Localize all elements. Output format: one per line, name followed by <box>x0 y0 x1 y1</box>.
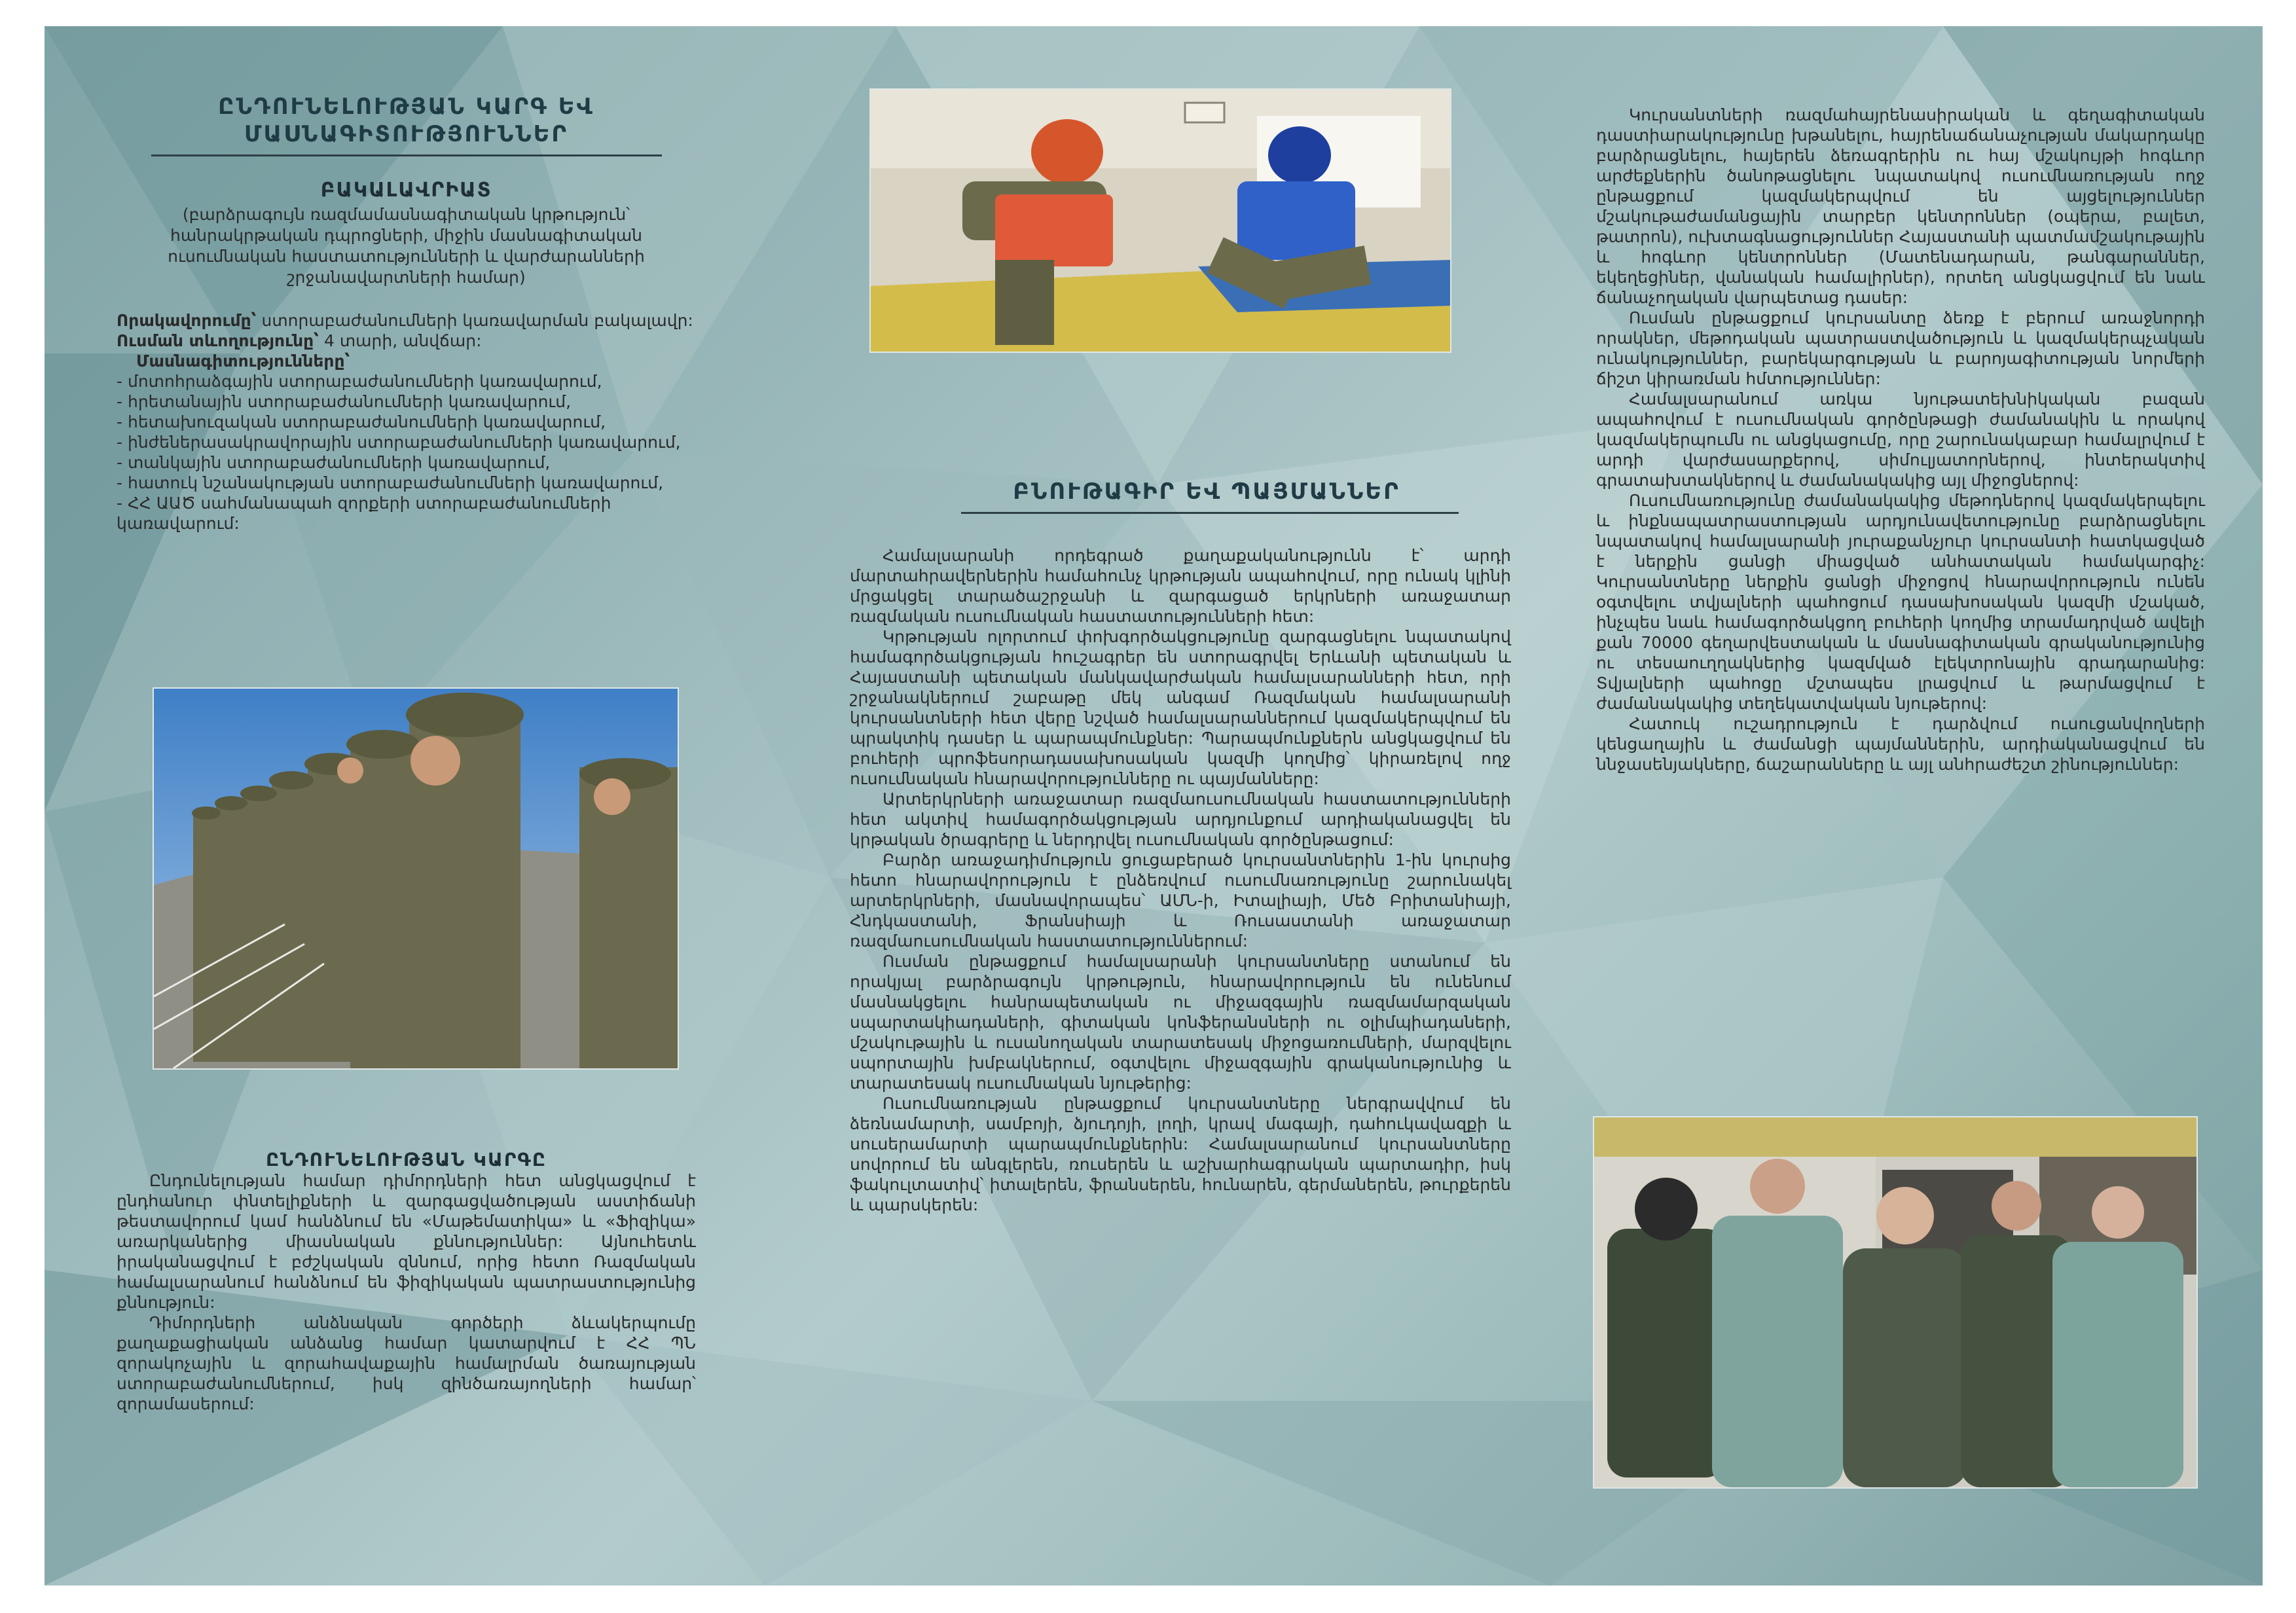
middle-column <box>850 478 1511 1215</box>
admission-title-line2: ՄԱՍՆԱԳԻՏՈՒԹՅՈՒՆՆԵՐ <box>244 121 568 147</box>
right-paragraph: Ուսումնառությունը ժամանակակից մեթոդներով կազմակերպելու և ինքնապատրաստության արդյունավետությունը բարձրացնելու նպատակով համալսարանի յուրաքանչյուր կուրսանտի հատկացված է ներքին ցանցի միացված անհատական համակարգիչ: Կուրսանտները ներքին ցանցի միջոցով հնարավորություն ունեն օգտվելու տվյալների պահոցում դասախոսական կազմի մշակած, ինչպես նաև համագործակցող բուհերի կողմից տրամադրված ավելի քան 70000 գեղարվեստական և մասնագիտական գրականությունից ու տեսաուղղակներից կազմված էլեկտրոնային գրադարանից: Տվյալների պահոցը մշտապես լրացվում և թարմացվում է ժամանակակից տեղեկատվական նյութերով: <box>1596 491 2205 713</box>
admission-paragraph-1: Ընդունելության համար դիմորդների հետ անցկացվում է ընդհանուր փնտելիքների և զարգացվածության աստիճանի թեստավորում կամ հանձնում են «Մաթեմատիկա» և «Ֆիզիկա» առարկաներից միասնական քննություններ: Այնուհետև իրականացվում է բժշկական զննում, որից հետո Ռազմական համալսարանում հանձնում են ֆիզիկական պատրաստությունից քննություն: <box>117 1171 696 1312</box>
brochure-spread <box>45 26 2263 1586</box>
nature-and-conditions-title: ԲՆՈՒԹԱԳԻՐ ԵՎ ՊԱՅՄԱՆՆԵՐ <box>1013 479 1400 505</box>
admission-title-line1: ԸՆԴՈՒՆԵԼՈՒԹՅԱՆ ԿԱՐԳ ԵՎ <box>218 94 594 120</box>
specialty-item: - հետախուզական ստորաբաժանումների կառավարում, <box>117 412 606 431</box>
specialty-item: - ինժեներասակրավորային ստորաբաժանումների կառավարում, <box>117 433 681 452</box>
specialty-item: - տանկային ստորաբաժանումների կառավարում, <box>117 453 551 472</box>
specialty-item: - հրետանային ստորաբաժանումների կառավարում, <box>117 392 572 411</box>
specialty-item: - մոտոհրաձգային ստորաբաժանումների կառավարում, <box>117 372 602 391</box>
photo-hand-to-hand-combat <box>869 88 1451 353</box>
duration-line <box>117 331 696 351</box>
qualification-line <box>117 310 696 331</box>
middle-paragraph: Արտերկրների առաջատար ռազմաուսումնական հաստատությունների հետ ակտիվ համագործակցության արդյունքում արդիականացվել են կրթական ծրագրերը և ներդրվել ուսումնական գործընթացում: <box>850 789 1511 849</box>
right-column <box>1596 105 2205 774</box>
bachelor-heading: ԲԱԿԱԼԱՎՐԻԱՏ <box>320 179 492 202</box>
duration-text: 4 տարի, անվճար: <box>323 331 482 350</box>
specialties-label: Մասնագիտությունները՝ <box>136 352 350 371</box>
duration-label: Ուսման տևողությունը՝ <box>117 331 319 350</box>
middle-paragraph: Համալսարանի որդեգրած քաղաքականությունն է՝ արդի մարտահրավերներին համահունչ կրթության ապահովում, որը ունակ կլինի մրցակցել տարածաշրջանի և զարգացած երկրների առաջատար ռազմական ուսումնական հաստատությունների հետ: <box>850 546 1511 626</box>
middle-paragraph: Ուսման ընթացքում համալսարանի կուրսանտները ստանում են որակյալ բարձրագույն կրթություն, հնարավորություն են ունենում մասնակցելու հանրապետական ու միջազգային ռազմամարզական սպարտակիադաների, գիտական կոնֆերանսների ու օլիմպիադաների, մշակութային և ուսանողական տարատեսակ միջոցառումների, մարզվելու սպորտային խմբակներում, օգտվելու միջազգային գրականությունից և տարատեսակ ուսումնական նյութերից: <box>850 952 1511 1093</box>
right-paragraph: Ուսման ընթացքում կուրսանտը ձեռք է բերում առաջնորդի որակներ, մեթոդական պատրաստվածություն և կազմակերպչական ունակություններ, բարեկարգության և բարոյագիտության նորմերի ճիշտ կիրառման հմտություններ: <box>1596 308 2205 388</box>
specialty-item: - հատուկ նշանակության ստորաբաժանումների կառավարում, <box>117 473 664 492</box>
qualification-text: ստորաբաժանումների կառավարման բակալավր: <box>261 311 693 330</box>
right-paragraph: Կուրսանտների ռազմահայրենասիրական և գեղագիտական դաստիարակությունը խթանելու, հայրենաճանաչության մակարդակը բարձրացնելու, հայերեն ձեռագրերին ու հայ մշակույթի հոգևոր արժեքներին ծանոթացնելու նպատակով ուսումնառության ողջ ընթացքում կազմակերպվում են այցելություններ մշակութաժամանցային տարբեր կենտրոններ (օպերա, բալետ, թատրոն), ուխտագնացություններ Հայաստանի պատմամշակութային և հոգևոր կենտրոններ (Մատենադարան, թանգարաններ, եկեղեցիներ, վանական համալիրներ), որտեղ անցկացվում են նաև ճանաչողական վարպետաց դասեր: <box>1596 105 2206 307</box>
admission-procedure-heading: ԸՆԴՈՒՆԵԼՈՒԹՅԱՆ ԿԱՐԳԸ <box>266 1149 547 1170</box>
qualification-label: Որակավորումը՝ <box>117 311 257 330</box>
photo-cadets-group <box>1593 1116 2198 1489</box>
middle-paragraph: Բարձր առաջադիմություն ցուցաբերած կուրսանտներին 1-ին կուրսից հետո հնարավորություն է ընձեռվում ուսումնառությունը շարունակել արտերկրների, մասնավորապես՝ ԱՄՆ-ի, Իտալիայի, Մեծ Բրիտանիայի, Հնդկաստանի, Ֆրանսիայի և Ռուսաստանի առաջատար ռազմաուսումնական հաստատություններում: <box>850 850 1511 951</box>
photo-cadets-in-formation <box>153 687 679 1070</box>
middle-paragraph: Ուսումնառության ընթացքում կուրսանտները ներգրավվում են ձեռնամարտի, սամբոյի, ձյուդոյի, լողի, կրավ մագայի, դահուկավազքի և սուսերամարտի պարապմունքներին: Համալսարանում կուրսանտները սովորում են անգլերեն, ռուսերեն և աշխարհագրական պարտադիր, իսկ ֆակուլտատիվ՝ իտալերեն, ֆրանսերեն, հունարեն, գերմաներեն, թուրքերեն և պարսկերեն: <box>850 1094 1511 1214</box>
admission-paragraph-2: Դիմորդների անձնական գործերի ձևակերպումը քաղաքացիական անձանց համար կատարվում է ՀՀ ՊՆ զորակոչային և զորահավաքային համալրման ծառայության ստորաբաժանումներում, իսկ զինծառայողների համար՝ զորամասերում: <box>117 1313 696 1413</box>
right-paragraph: Հատուկ ուշադրություն է դարձվում ուսուցանվողների կենցաղային և ժամանցի պայմաններին, արդիականացվում են ննջասենյակները, ճաշարանները և այլ անհրաժեշտ շինություններ: <box>1596 714 2205 774</box>
middle-paragraph: Կրթության ոլորտում փոխգործակցությունը զարգացնելու նպատակով համագործակցության հուշագրեր են ստորագրվել Երևանի պետական և Հայաստանի պետական մանկավարժական համալսարանների հետ, որի շրջանակներում շաբաթը մեկ անգամ Ռազմական համալսարանի կուրսանտների հետ վերը նշված համալսարաններում կազմակերպվում են պրակտիկ դասեր և պարապմունքներ: Պարապմունքներն անցկացվում են բուհերի պրոֆեսորադասախոսական կազմի կողմից՝ կիրառելով ողջ ուսումնական հնարավորությունները ու պայմանները: <box>850 627 1511 788</box>
right-paragraphs <box>1596 105 2205 774</box>
right-paragraph: Համալսարանում առկա նյութատեխնիկական բազան ապահովում է ուսումնական գործընթացի ժամանակին և որակով կազմակերպումն ու անցկացումը, որը շարունակաբար համալրվում է արդի վարժասարքերով, սիմուլյատորներով, ինտերակտիվ գրատախտակներով և ժամանակակից այլ միջոցներով: <box>1596 390 2205 490</box>
specialties-list <box>117 371 696 534</box>
specialty-item: - ՀՀ ԱԱԾ սահմանապահ զորքերի ստորաբաժանումների կառավարում: <box>117 494 611 533</box>
bachelor-description: (բարձրագույն ռազմամասնագիտական կրթություն՝ հանրակրթական դպրոցների, միջին մասնագիտական ուսումնական հաստատությունների և վարժարանների շրջանավարտների համար) <box>168 205 645 287</box>
middle-paragraphs <box>850 545 1511 1215</box>
